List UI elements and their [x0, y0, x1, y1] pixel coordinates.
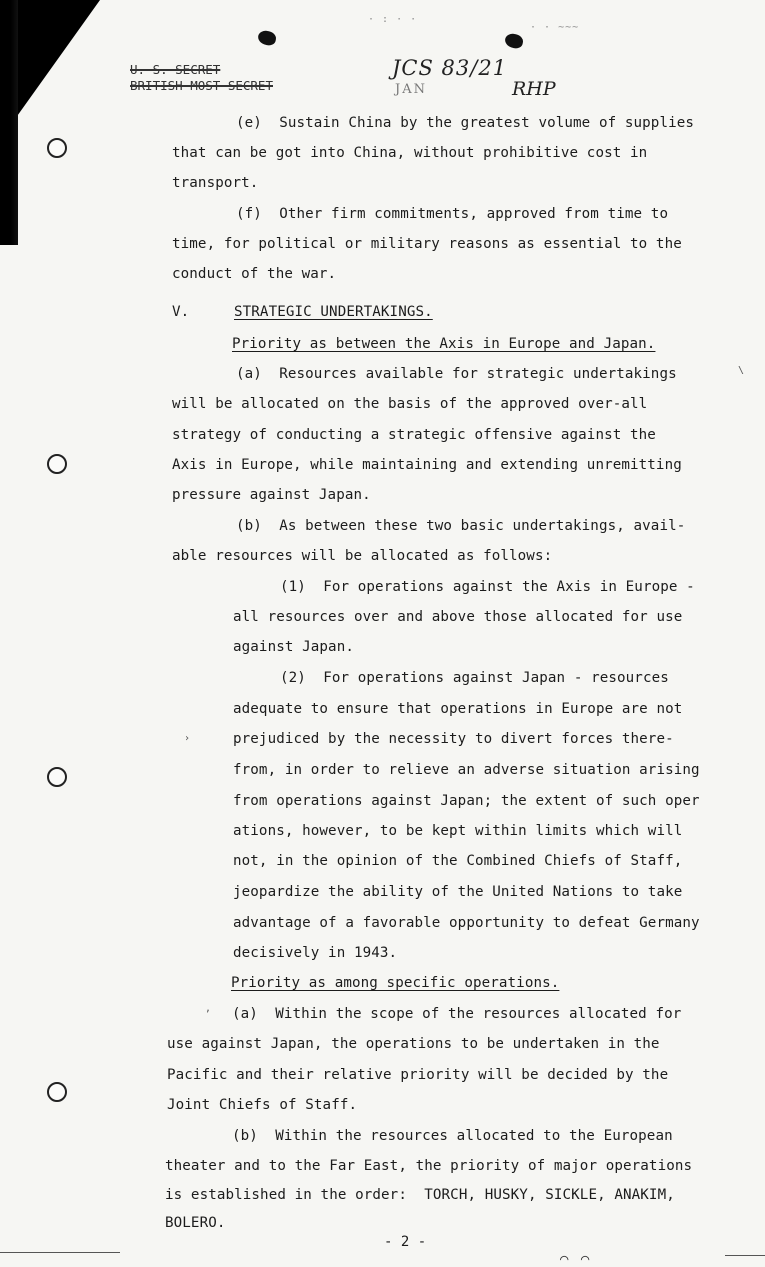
classification-us: U. S. SECRET	[130, 62, 221, 77]
page-number: - 2 -	[384, 1234, 427, 1250]
text-line: against Japan.	[233, 639, 354, 655]
text-line: ations, however, to be kept within limits which will	[233, 823, 683, 839]
text-line: Axis in Europe, while maintaining and extending unremitting	[172, 457, 682, 473]
punch-hole-3	[47, 767, 67, 787]
text-line: conduct of the war.	[172, 266, 337, 282]
text-line: will be allocated on the basis of the approved over-all	[172, 396, 648, 412]
text-line: transport.	[172, 175, 259, 191]
text-line: time, for political or military reasons as essential to the	[172, 236, 682, 252]
text-line: prejudiced by the necessity to divert forces there-	[233, 731, 674, 747]
punch-hole-1	[47, 138, 67, 158]
margin-mark: \	[738, 365, 745, 376]
text-line: advantage of a favorable opportunity to defeat Germany	[233, 915, 700, 931]
bottom-handwriting: ⌒ ⌒	[560, 1251, 592, 1267]
text-line: (b) As between these two basic undertakings, avail-	[236, 518, 686, 534]
text-line: strategy of conducting a strategic offensive against the	[172, 427, 656, 443]
text-line: (e) Sustain China by the greatest volume of supplies	[236, 115, 695, 131]
classification-british: BRITISH MOST SECRET	[130, 78, 273, 93]
punch-hole-2	[47, 454, 67, 474]
text-line: not, in the opinion of the Combined Chiefs of Staff,	[233, 853, 683, 869]
text-line: (2) For operations against Japan - resources	[280, 670, 669, 686]
text-line: pressure against Japan.	[172, 487, 371, 503]
text-line: Joint Chiefs of Staff.	[167, 1097, 358, 1113]
subheading: Priority as between the Axis in Europe and Japan.	[232, 336, 656, 352]
stamped-date: JAN	[395, 82, 427, 97]
classification-header	[130, 62, 273, 94]
handwritten-initials: RHP	[512, 78, 556, 100]
text-line: decisively in 1943.	[233, 945, 398, 961]
ink-blot-left	[257, 29, 278, 46]
text-line: from operations against Japan; the extent of such oper	[233, 793, 700, 809]
text-line: Pacific and their relative priority will be decided by the	[167, 1067, 669, 1083]
text-line: (a) Resources available for strategic undertakings	[236, 366, 677, 382]
text-line: jeopardize the ability of the United Nations to take	[233, 884, 683, 900]
punch-hole-4	[47, 1082, 67, 1102]
margin-mark: ,	[205, 1003, 212, 1014]
text-line: that can be got into China, without prohibitive cost in	[172, 145, 648, 161]
margin-mark: ›	[184, 733, 191, 744]
bottom-edge-line-right	[725, 1255, 765, 1256]
text-line: able resources will be allocated as follows:	[172, 548, 553, 564]
section-number: V.	[172, 304, 190, 320]
faint-marks-right: · · ~~~	[530, 22, 580, 33]
text-line: (a) Within the scope of the resources allocated for	[232, 1006, 682, 1022]
text-line: (1) For operations against the Axis in Europe -	[280, 579, 695, 595]
text-line: BOLERO.	[165, 1215, 226, 1231]
scan-edge-shadow	[0, 0, 18, 245]
text-line: is established in the order: TORCH, HUSKY, SICKLE, ANAKIM,	[165, 1187, 675, 1203]
ink-blot-right	[504, 32, 525, 49]
faint-marks: · : · ·	[368, 14, 418, 25]
text-line: use against Japan, the operations to be undertaken in the	[167, 1036, 660, 1052]
text-line: adequate to ensure that operations in Europe are not	[233, 701, 683, 717]
text-line: all resources over and above those allocated for use	[233, 609, 683, 625]
text-line: (b) Within the resources allocated to the European	[232, 1128, 673, 1144]
text-line: theater and to the Far East, the priority of major operations	[165, 1158, 693, 1174]
text-line: from, in order to relieve an adverse situation arising	[233, 762, 700, 778]
handwritten-reference: JCS 83/21	[392, 56, 508, 80]
subheading: Priority as among specific operations.	[231, 975, 560, 991]
bottom-edge-line	[0, 1252, 120, 1253]
text-line: (f) Other firm commitments, approved from time to	[236, 206, 669, 222]
section-heading: STRATEGIC UNDERTAKINGS.	[234, 304, 433, 320]
